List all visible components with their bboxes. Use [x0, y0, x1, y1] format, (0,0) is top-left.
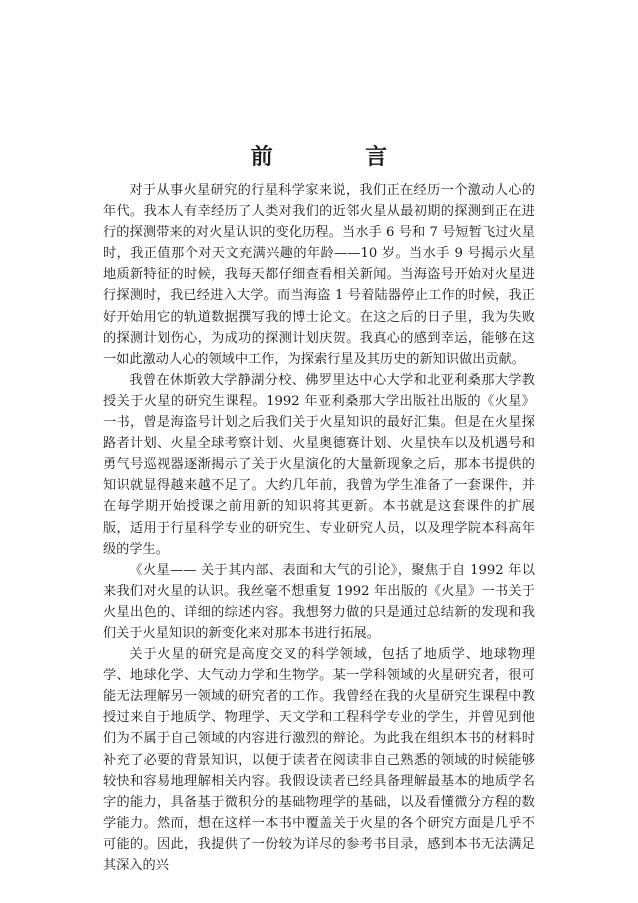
preface-body [103, 180, 535, 876]
paragraph-3: 《火星—— 关于其内部、表面和大气的引论》，聚焦于自 1992 年以来我们对火星的认识。我丝毫不想重复 1992 年出版的《火星》一书关于火星出色的、详细的综述内容。我想努力做的只是通过总结新的发现和我们关于火星知识的新变化来对那本书进行拓展。 [103, 562, 535, 641]
page-title: 前 言 [250, 144, 423, 170]
paragraph-1: 对于从事火星研究的行星科学家来说，我们正在经历一个激动人心的年代。我本人有幸经历了人类对我们的近邻火星从最初期的探测到正在进行的探测带来的对火星认识的变化历程。当水手 6 号和 7 号短暂飞过火星时，我正值那个对天文充满兴趣的年龄——10 岁。当水手 9 号揭示火星地质新特征的时候，我每天都仔细查看相关新闻。当海盗号开始对火星进行探测时，我已经进入大学。而当海盗 1 号着陆器停止工作的时候，我正好开始用它的轨道数据撰写我的博士论文。在这之后的日子里，我为失败的探测计划伤心，为成功的探测计划庆贺。我真心的感到幸运，能够在这一如此激动人心的领域中工作，为探索行星及其历史的新知识做出贡献。 [103, 183, 535, 367]
paragraph-4: 关于火星的研究是高度交叉的科学领域，包括了地质学、地球物理学、地球化学、大气动力学和生物学。某一学科领域的火星研究者，很可能无法理解另一领域的研究者的工作。我曾经在我的火星研究生课程中教授过来自于地质学、物理学、天文学和工程科学专业的学生，并曾见到他们为不属于自己领域的内容进行激烈的辩论。为此我在组织本书的材料时补充了必要的背景知识，以便于读者在阅读非自己熟悉的领域的时候能够较快和容易地理解相关内容。我假设读者已经具备理解最基本的地质学名字的能力，具备基于微积分的基础物理学的基础，以及看懂微分方程的数学能力。然而，想在这样一本书中覆盖关于火星的各个研究方面是几乎不可能的。因此，我提供了一份较为详尽的参考书目录，感到本书无法满足其深入的兴 [103, 647, 535, 873]
paragraph-2: 我曾在休斯敦大学静湖分校、佛罗里达中心大学和北亚利桑那大学教授关于火星的研究生课程。1992 年亚利桑那大学出版社出版的《火星》一书，曾是海盗号计划之后我们关于火星知识的最好汇集。但是在火星探路者计划、火星全球考察计划、火星奥德赛计划、火星快车以及机遇号和勇气号巡视器逐渐揭示了关于火星演化的大量新现象之后，那本书提供的知识就显得越来越不足了。大约几年前，我曾为学生准备了一套课件，并在每学期开始授课之前用新的知识将其更新。本书就是这套课件的扩展版，适用于行星科学专业的研究生、专业研究人员，以及理学院本科高年级的学生。 [103, 372, 535, 557]
